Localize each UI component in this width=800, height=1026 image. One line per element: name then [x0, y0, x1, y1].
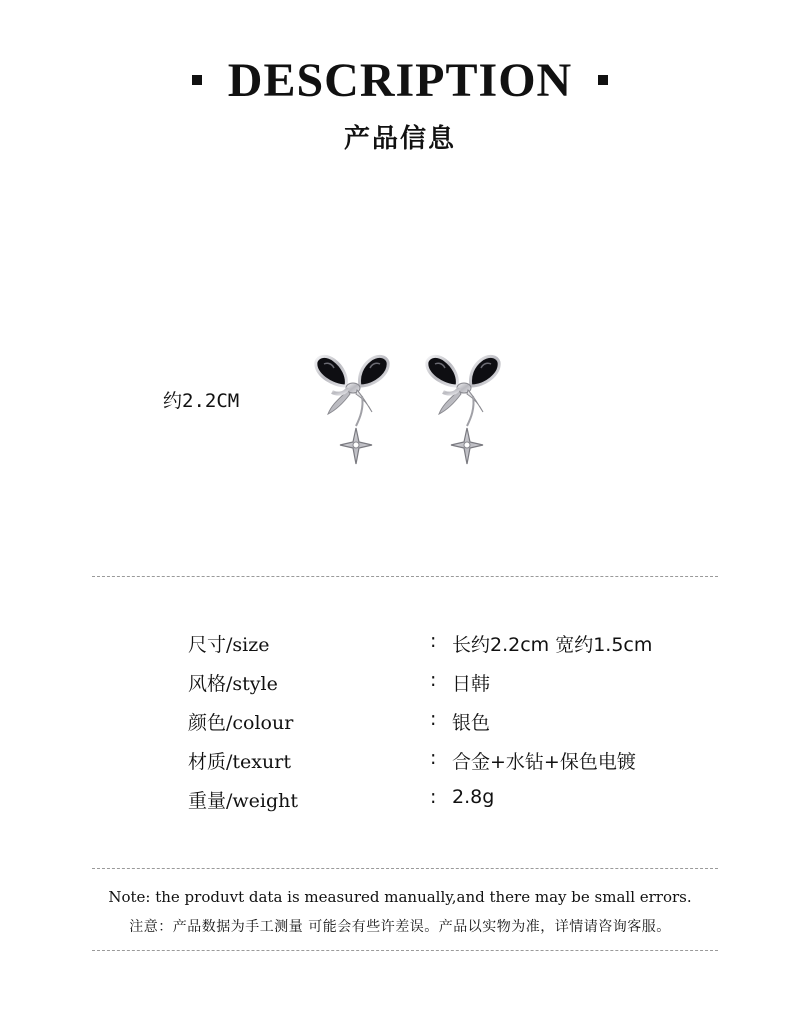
bullet-dot-right [598, 75, 608, 85]
spec-key: 材质/texurt [188, 751, 291, 773]
size-annotation: 约2.2CM [163, 390, 240, 412]
divider-top [92, 576, 718, 577]
earring-image-right [421, 352, 513, 482]
spec-value: 日韩 [452, 673, 491, 695]
earring-image-left [310, 352, 402, 482]
spec-colon: : [430, 669, 437, 691]
spec-value: 合金+水钻+保色电镀 [452, 751, 636, 773]
spec-row-weight [0, 786, 800, 822]
spec-key: 风格/style [188, 673, 278, 695]
spec-value: 2.8g [452, 786, 495, 808]
spec-row-style [0, 669, 800, 705]
spec-row-material [0, 747, 800, 783]
spec-colon: : [430, 747, 437, 769]
spec-key: 尺寸/size [188, 634, 270, 656]
title-row [0, 50, 800, 110]
spec-key: 重量/weight [188, 790, 299, 812]
divider-bottom [92, 950, 718, 951]
note-english: Note: the produvt data is measured manually,and there may be small errors. [108, 888, 692, 906]
spec-key: 颜色/colour [188, 712, 294, 734]
spec-row-size [0, 630, 800, 666]
spec-colon: : [430, 786, 437, 808]
spec-value: 银色 [452, 712, 491, 734]
spec-value: 长约2.2cm 宽约1.5cm [452, 634, 653, 656]
bullet-dot-left [192, 75, 202, 85]
page-title: DESCRIPTION [227, 53, 573, 107]
note-chinese: 注意：产品数据为手工测量 可能会有些许差误。产品以实物为准，详情请咨询客服。 [129, 919, 671, 935]
spec-row-colour [0, 708, 800, 744]
spec-colon: : [430, 630, 437, 652]
spec-colon: : [430, 708, 437, 730]
page-subtitle: 产品信息 [343, 124, 456, 154]
divider-middle [92, 868, 718, 869]
